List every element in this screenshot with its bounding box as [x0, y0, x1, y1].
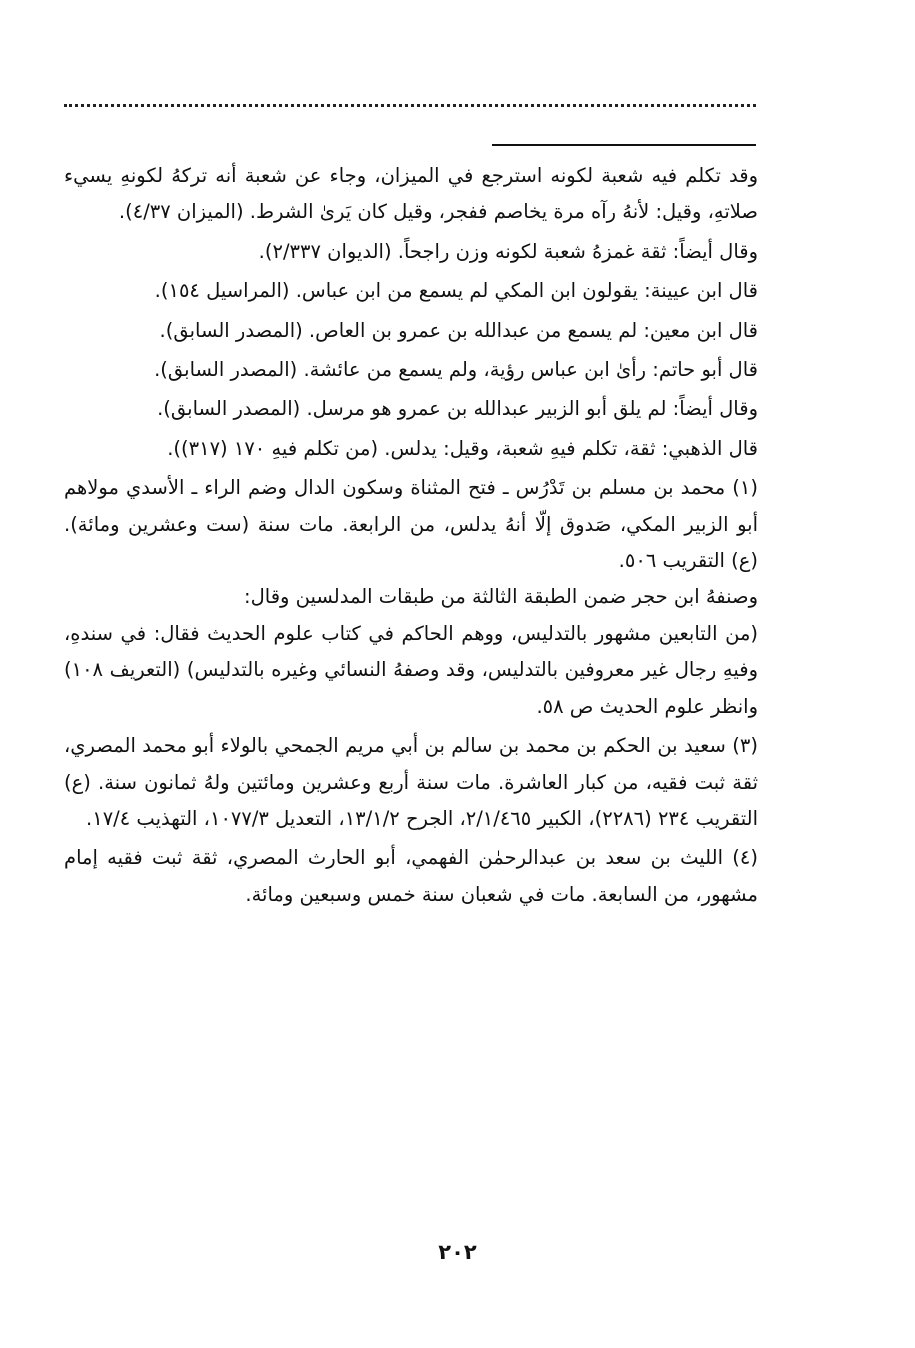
paragraph-abu-hatim-2: وقال أيضاً: لم يلق أبو الزبير عبدالله بن عمرو هو مرسل. (المصدر السابق).: [157, 397, 758, 421]
paragraph-shuba-note: وقد تكلم فيه شعبة لكونه استرجع في الميزان، وجاء عن شعبة أنه تركهُ لكونهِ يسيء صلاتهِ، وقيل: لأنهُ رآه مرة يخاصم ففجر، وقيل كان يَرىٰ الشرط. (الميزان ٤/٣٧).: [64, 164, 758, 224]
paragraph-abu-hatim: قال أبو حاتم: رأىٰ ابن عباس رؤية، ولم يسمع من عائشة. (المصدر السابق).: [154, 358, 758, 382]
paragraph-ibn-hajar: وصنفهُ ابن حجر ضمن الطبقة الثالثة من طبقات المدلسين وقال:: [244, 585, 758, 609]
footnote-3: (٣) سعيد بن الحكم بن محمد بن سالم بن أبي مريم الجمحي بالولاء أبو محمد المصري، ثقة ثبت فقيه، من كبار العاشرة. مات سنة أربع وعشرين ومائتين ولهُ ثمانون سنة. (ع) التقريب ٢٣٤ (٢٢٨٦)، الكبير ٢/١/٤٦٥، الجرح ١٣/١/٢، التعديل ١٠٧٧/٣، التهذيب ١٧/٤.: [64, 734, 758, 830]
paragraph-diwan: وقال أيضاً: ثقة غمزهُ شعبة لكونه وزن راجحاً. (الديوان ٢/٣٣٧).: [258, 239, 758, 263]
paragraph-dhahabi: قال الذهبي: ثقة، تكلم فيهِ شعبة، وقيل: يدلس. (من تكلم فيهِ ١٧٠ (٣١٧)).: [167, 436, 758, 460]
page-number: ٢٠٢: [438, 1240, 477, 1264]
paragraph-ibn-uyayna: قال ابن عيينة: يقولون ابن المكي لم يسمع من ابن عباس. (المراسيل ١٥٤).: [154, 279, 758, 303]
paragraph-ibn-main: قال ابن معين: لم يسمع من عبدالله بن عمرو بن العاص. (المصدر السابق).: [159, 318, 758, 342]
footnote-rule: [492, 144, 756, 146]
dotted-separator: [64, 104, 756, 107]
footnote-4: (٤) الليث بن سعد بن عبدالرحمٰن الفهمي، أبو الحارث المصري، ثقة ثبت فقيه إمام مشهور، من السابعة. مات في شعبان سنة خمس وسبعين ومائة.: [64, 846, 758, 906]
footnote-body: [64, 158, 758, 913]
paragraph-tadlis-quote: (من التابعين مشهور بالتدليس، ووهم الحاكم في كتاب علوم الحديث فقال: في سندهِ، وفيهِ رجال غير معروفين بالتدليس، وقد وصفهُ النسائي وغيره بالتدليس) (التعريف ١٠٨) وانظر علوم الحديث ص ٥٨.: [64, 621, 758, 718]
footnote-1: (١) محمد بن مسلم بن تَدْرُس ـ فتح المثناة وسكون الدال وضم الراء ـ الأسدي مولاهم أبو الزبير المكي، صَدوق إلّا أنهُ يدلس، من الرابعة. مات سنة (ست وعشرين ومائة). (ع) التقريب ٥٠٦.: [64, 476, 758, 573]
